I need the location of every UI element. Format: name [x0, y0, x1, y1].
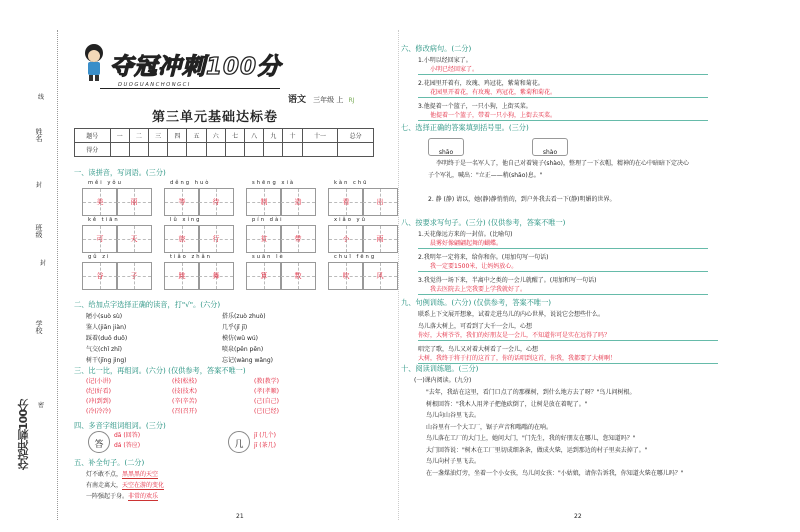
brand-logo: 夺冠冲刺100分	[110, 54, 282, 80]
page-number-right: 22	[574, 513, 582, 520]
box-char: 贫	[260, 235, 268, 243]
tianzige-box[interactable]	[164, 225, 200, 253]
s8-heading: 八、按要求写句子。(三分) (仅供参考，答案不唯一)	[401, 218, 566, 227]
side-line	[57, 30, 58, 520]
pinyin-label: chuī fēng	[334, 254, 377, 260]
box-char: 可	[96, 235, 104, 243]
tianzige-box[interactable]	[280, 225, 316, 253]
paper-title: 第三单元基础达标卷	[152, 110, 279, 125]
tianzige-box[interactable]	[362, 225, 398, 253]
subject-line: 语文 三年级 上 RJ	[288, 95, 355, 105]
page-divider	[398, 30, 399, 520]
s3-col2: (枝(松枝) (技(技术) (辛(辛苦) (召(召开)	[172, 378, 198, 415]
box-char: 丽	[130, 198, 138, 206]
tianzige-box[interactable]	[246, 225, 282, 253]
box-char: 造	[294, 198, 302, 206]
box-char: 跳	[178, 272, 186, 280]
s7-q1-box: shāo	[428, 138, 464, 156]
tianzige-box[interactable]	[198, 262, 234, 290]
box-char: 算	[260, 272, 268, 280]
polyphone-b-answers: jǐ (几个) jī (茶几)	[254, 432, 276, 449]
tianzige-box[interactable]	[280, 188, 316, 216]
pinyin-label: shēng xià	[252, 180, 296, 186]
s8-items: 1.天花像远方来的一封信。(比喻句) 晨雾好像翩翩起舞的蝴蝶。 2.我明年一定将来，给你和你。(用加句写一句话) 我一定要1500米，让妈妈放心。 3.我觉得一场下来，半离中之类的一会儿就醒了。(用加和写一句话) 我去医院去上完我要上学我就好了。	[418, 229, 718, 298]
brand-pinyin: DUOGUANCHONGCI	[118, 82, 191, 88]
s7-heading: 七、选择正确的答案填到括号里。(三分)	[401, 123, 529, 132]
tianzige-box[interactable]	[328, 188, 364, 216]
score-table: 题号 一 二 三 四 五 六 七 八 九 十 十一 总分 得分	[74, 128, 374, 157]
box-char: 美	[96, 198, 104, 206]
s10-heading: 十、阅读训练题。(三分)	[401, 364, 479, 373]
side-label-class: 班级	[35, 224, 43, 238]
polyphone-a: 答	[88, 431, 110, 453]
page-number-left: 21	[236, 513, 244, 520]
s10-passage: "去年，我站在这里，看门口点了的那棵树，到什么地方去了呀？"鸟儿问树根。 树根回答："我木人用斧子把他砍倒了，让树是放在着呢了。" 鸟儿向山谷里飞去。 山谷里有一个大工厂，锯子声音和嗡嗡的在响。 鸟儿落在工厂的大门上，她问大门，"门先生，我的好朋友在哪儿，您知道吗？" 大门回答说："树木在工厂里切成细条条，做成火柴，运到那边的村子里卖去掉了。" 鸟儿向村子里飞去。 在一盏煤油灯旁，坐着一个小女孩，鸟儿问女孩："小姑娘，请你告诉我，你知道火柴在哪儿吗？"	[426, 389, 684, 477]
s3-col3: (教(教学) (孝(孝顺) (己(自己) (已(已经)	[254, 378, 280, 415]
side-label-line: 线	[38, 94, 45, 101]
s7-q1-text: 李明终于是一名军人了，他自己对着镜子(shào)，整理了一下衣帽，精神的在心中暗暗下定决心	[436, 160, 689, 167]
s7-q1-box2: shào	[532, 138, 568, 156]
box-char: 天	[130, 235, 138, 243]
tianzige-box[interactable]	[198, 225, 234, 253]
s2-right: 搭乐(zuò zhuò) 几乎(jǐ jī) 模仿(wǔ wú) 喷泉(pēn pēn) 忘记(wàng wǎng)	[222, 313, 273, 364]
s9-heading: 九、句例训练。(六分) (仅供参考，答案不唯一)	[401, 298, 552, 307]
pinyin-label: tiǎo zhǎn	[170, 254, 212, 260]
box-char: 旅	[178, 235, 186, 243]
side-label-name: 姓名	[35, 128, 43, 142]
tianzige-box[interactable]	[116, 225, 152, 253]
pinyin-label: pín dài	[252, 217, 284, 223]
s9-body: 联系上下文展开想象，试着走进鸟儿的内心世界，说说它会想些什么。 鸟儿落大树上，可看到了大千一会儿，心想 你好，大树爷爷，我们的好朋友是一会儿，不知道你可是实在远得了吗？ 唱完了歌，鸟儿又对着大树看了一会儿，心想 大树，我终于将于打的这首了，你的话唱到这首，你我，我都要了大树啊！	[418, 309, 728, 367]
tianzige-box[interactable]	[164, 188, 200, 216]
pinyin-grid	[82, 180, 382, 290]
box-char: 小	[342, 235, 350, 243]
box-char: 待	[212, 198, 220, 206]
pinyin-label: lǔ xíng	[170, 217, 202, 223]
box-char: 看	[342, 198, 350, 206]
s10-sub: (一)课内阅读。(九分)	[414, 377, 472, 384]
side-brand: 夺冠冲刺100分	[14, 400, 36, 490]
box-char: 风	[376, 272, 384, 280]
s3-heading: 三、比一比，再组词。(六分) (仅供参考，答案不唯一)	[74, 366, 246, 375]
s1-heading: 一、读拼音，写词语。(三分)	[74, 168, 166, 177]
box-char: 吹	[342, 272, 350, 280]
box-char: 制	[260, 198, 268, 206]
pinyin-label: gǔ zi	[88, 254, 111, 260]
box-char: 出	[376, 198, 384, 206]
side-label-seal: 封	[36, 182, 43, 189]
tianzige-box[interactable]	[362, 262, 398, 290]
s3-col1: (记(小讲) (纪(好看) (冲(到到) (冷(冷冷)	[86, 378, 112, 415]
pinyin-label: suān lè	[252, 254, 285, 260]
tianzige-box[interactable]	[82, 225, 118, 253]
s5-heading: 五、补全句子。(二分)	[74, 458, 145, 467]
tianzige-box[interactable]	[246, 262, 282, 290]
tianzige-box[interactable]	[328, 262, 364, 290]
box-char: 子	[130, 272, 138, 280]
box-char: 雨	[376, 235, 384, 243]
score-row-label: 得分	[75, 143, 111, 157]
box-char: 数	[294, 272, 302, 280]
mascot-icon	[82, 42, 106, 82]
box-char: 带	[294, 235, 302, 243]
tianzige-box[interactable]	[82, 262, 118, 290]
score-header: 题号	[75, 129, 111, 143]
polyphone-b: 几	[228, 431, 250, 453]
brand-underline	[100, 88, 280, 89]
s7-q1-text2: 子个军礼，喊出："立正——稍(shāo)息。"	[428, 172, 543, 179]
tianzige-box[interactable]	[198, 188, 234, 216]
tianzige-box[interactable]	[116, 262, 152, 290]
side-label-seal2: 封	[40, 260, 47, 267]
tianzige-box[interactable]	[82, 188, 118, 216]
tianzige-box[interactable]	[164, 262, 200, 290]
s7-q2: 2. 静 (静) 请以，她(静)静悄悄的，到户外我去看一下(静)明媚的世界。	[428, 196, 616, 203]
box-char: 谷	[96, 272, 104, 280]
box-char: 等	[178, 198, 186, 206]
s4-heading: 四、多音字组词组词。(三分)	[74, 421, 166, 430]
tianzige-box[interactable]	[246, 188, 282, 216]
s2-left: 陋小(suò sù) 鉴人(jiān jiàn) 踩着(duǒ duō) 气交(chǐ zhī) 树干(jīng jìng)	[86, 313, 128, 364]
box-char: 行	[212, 235, 220, 243]
pinyin-label: měi yǒu	[88, 180, 123, 186]
s6-heading: 六、修改病句。(二分)	[401, 44, 472, 53]
side-label-dense: 密	[38, 402, 45, 409]
pinyin-label: kě tiān	[88, 217, 120, 223]
tianzige-box[interactable]	[280, 262, 316, 290]
tianzige-box[interactable]	[328, 225, 364, 253]
side-label-school: 学校	[35, 320, 43, 334]
tianzige-box[interactable]	[362, 188, 398, 216]
box-char: 舞	[212, 272, 220, 280]
s6-items: 1.小明以经回家了。 小明已经回家了。 2.花园里开着有，玫瑰、鸡冠花，紫菊和菊花。 花园里开着花，有玫瑰、鸡冠花，紫菊和菊花。 3.他提着一个篮子，一只小狗，上街买菜。 他提着一个篮子，带着一只小狗，上街去买菜。	[418, 55, 718, 124]
s2-heading: 二、给加点字选择正确的读音，打"√"。(六分)	[74, 300, 221, 309]
pinyin-label: děng huò	[170, 180, 211, 186]
tianzige-box[interactable]	[116, 188, 152, 216]
s5-lines: 灯不敢不点，黑黑黑的天空 有南走离大，天空在游的变化 一阵强起于身。非常的欢乐	[86, 471, 165, 500]
pinyin-label: kàn chū	[334, 180, 369, 186]
pinyin-label: xiǎo yǔ	[334, 217, 367, 223]
polyphone-a-answers: dā (回答) dá (答应)	[114, 432, 141, 449]
